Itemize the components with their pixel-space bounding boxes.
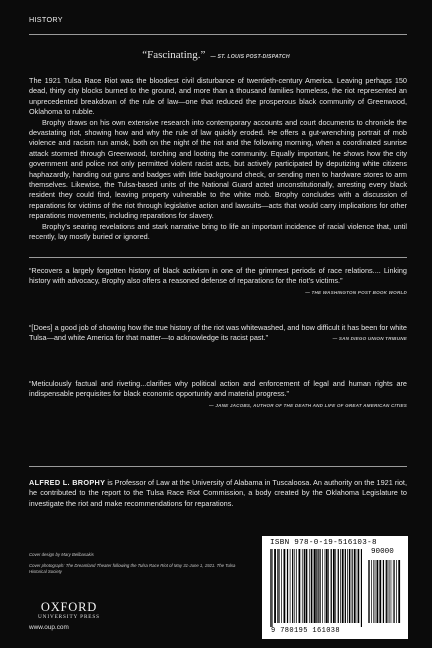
barcode-bar <box>278 549 279 623</box>
isbn-text: ISBN 978-0-19-516103-8 <box>270 539 377 547</box>
barcode-bar <box>377 560 379 623</box>
reviews-divider-bottom <box>29 466 407 467</box>
barcode-bar <box>349 549 350 623</box>
barcode-bar <box>394 560 395 623</box>
review-source: — THE WASHINGTON POST BOOK WORLD <box>305 289 407 295</box>
barcode-bar <box>333 549 335 623</box>
ean-barcode <box>270 549 362 627</box>
barcode-bar <box>368 560 369 623</box>
barcode-bar <box>314 549 316 623</box>
barcode-bar <box>358 549 359 623</box>
barcode-bar <box>389 560 390 623</box>
author-bio <box>29 478 407 509</box>
barcode-bar <box>299 549 301 623</box>
barcode-bar <box>340 549 341 623</box>
review-2 <box>29 323 407 345</box>
barcode-panel <box>262 536 408 639</box>
cover-design-credit: Cover design by Mary Belibasakis <box>29 552 94 557</box>
barcode-bar <box>309 549 310 623</box>
publisher-name: OXFORD <box>40 600 98 614</box>
barcode-bar <box>270 549 271 627</box>
review-3 <box>29 379 407 411</box>
barcode-bar <box>326 549 328 623</box>
barcode-bar <box>342 549 344 623</box>
barcode-bar <box>313 549 314 623</box>
barcode-bar <box>274 549 276 623</box>
barcode-bar <box>271 549 272 627</box>
barcode-bar <box>290 549 291 623</box>
publisher-website: www.oup.com <box>29 624 69 631</box>
barcode-bar <box>369 560 370 623</box>
review-source: — JANE JACOBS, AUTHOR OF THE DEATH AND LIFE OF GREAT AMERICAN CITIES <box>209 402 407 408</box>
review-text: “[Does] a good job of showing how the true history of the riot was whitewashed, and how difficult it has been for white Tulsa—and white America for that matter—to acknowledge its racist past.” <box>29 323 407 343</box>
barcode-bar <box>351 549 352 623</box>
book-description <box>29 76 407 243</box>
barcode-bar <box>296 549 297 623</box>
barcode-bar <box>281 549 282 623</box>
barcode-bar <box>335 549 336 623</box>
barcode-bar <box>306 549 308 623</box>
barcode-bar <box>277 549 278 623</box>
barcode-bar <box>379 560 381 623</box>
top-blurb <box>0 45 432 63</box>
description-paragraph: The 1921 Tulsa Race Riot was the bloodiest civil disturbance of twentieth-century America. Leaving perhaps 150 dead, thirty city blocks burned to the ground, and more than a thousand families homeless, the riot represented an unprecedented breakdown of the rule of law—one that reduced the prosperous black community of Greenwood, Oklahoma to rubble. <box>29 76 407 117</box>
barcode-bar <box>284 549 286 623</box>
top-blurb-quote: “Fascinating.” <box>142 49 206 61</box>
barcode-bar <box>383 560 384 623</box>
ean-digits: 9 780195 161038 <box>271 627 341 635</box>
barcode-bar <box>396 560 397 623</box>
barcode-bar <box>319 549 320 623</box>
review-text: “Recovers a largely forgotten history of black activism in one of the grimmest periods of race relations.... Linking history with advocacy, Brophy also offers a reasoned defense of reparations for the riot’s victims.” <box>29 266 407 286</box>
barcode-bar <box>302 549 303 623</box>
barcode-bar <box>352 549 353 623</box>
barcode-bar <box>292 549 293 623</box>
barcode-bar <box>318 549 319 623</box>
author-name: ALFRED L. BROPHY <box>29 478 106 487</box>
top-blurb-source: — ST. LOUIS POST-DISPATCH <box>210 54 290 60</box>
barcode-bar <box>287 549 288 623</box>
barcode-bar <box>371 560 372 623</box>
publisher-subtitle: UNIVERSITY PRESS <box>38 614 100 620</box>
author-bio-text: is Professor of Law at the University of Alabama in Tuscaloosa. An authority on the 1921 riot, he contributed to the report to the Tulsa Race Riot Commission, a body created by the Oklahoma Legislature to investigate the riot and make recommendations for reparations. <box>29 478 407 508</box>
barcode-bar <box>294 549 295 623</box>
barcode-bar <box>391 560 392 623</box>
barcode-bar <box>304 549 305 623</box>
top-divider <box>29 34 407 35</box>
barcode-bar <box>398 560 400 623</box>
barcode-bar <box>338 549 339 623</box>
review-1 <box>29 266 407 298</box>
barcode-bar <box>388 560 389 623</box>
barcode-bar <box>386 560 387 623</box>
barcode-bar <box>328 549 329 623</box>
barcode-bar <box>373 560 374 623</box>
review-source: — SAN DIEGO UNION TRIBUNE <box>332 336 407 342</box>
category-label: HISTORY <box>29 15 63 24</box>
description-paragraph: Brophy’s searing revelations and stark narrative bring to life an important incidence of racial violence that, until recently, lay mostly buried or ignored. <box>29 221 407 242</box>
price-code: 90000 <box>371 548 394 556</box>
barcode-bar <box>361 549 362 627</box>
review-text: “Meticulously factual and riveting...clarifies why political action and enforcement of legal and human rights are indispensable perquisites for black economic opportunity and material progress.” <box>29 379 407 399</box>
description-paragraph: Brophy draws on his own extensive research into contemporary accounts and court documents to chronicle the devastating riot, showing how and why the rule of law quickly eroded. He offers a gut-wrenching portrait of mob violence and racism run amok, both on the night of the riot and the following morning, when a coordinated sunrise attack stormed through Greenwood, torching and looting the community. Equally important, he shows how the city government and police not only permitted violent racist acts, but actively participated by deputizing white citizens haphazardly, handing out guns and badges with little background check, or sending men to hardware stores to arm themselves. Likewise, the Tulsa-based units of the National Guard acted unconstitutionally, arresting every black resident they could find, leaving property vulnerable to the white mob. Brophy concludes with a discussion of reparations for victims of the riot through legislative action and lawsuits—acts that would carry implications for other reparations movements, including reparations for slavery. <box>29 117 407 221</box>
barcode-bar <box>331 549 332 623</box>
barcode-bar <box>345 549 346 623</box>
cover-photo-credit: Cover photograph: The Dreamland Theater following the Tulsa Race Riot of May 31-June 1, 1921. The Tulsa Historical Society <box>29 563 236 574</box>
barcode-bar <box>325 549 326 623</box>
publisher-logo <box>29 601 109 621</box>
barcode-bar <box>347 549 348 623</box>
price-barcode <box>368 560 402 627</box>
reviews-divider-top <box>29 257 407 258</box>
barcode-bar <box>375 560 376 623</box>
barcode-bar <box>357 549 358 623</box>
barcode-bar <box>393 560 394 623</box>
barcode-bar <box>354 549 356 623</box>
barcode-bar <box>311 549 312 623</box>
barcode-bar <box>316 549 317 623</box>
barcode-bar <box>322 549 323 623</box>
